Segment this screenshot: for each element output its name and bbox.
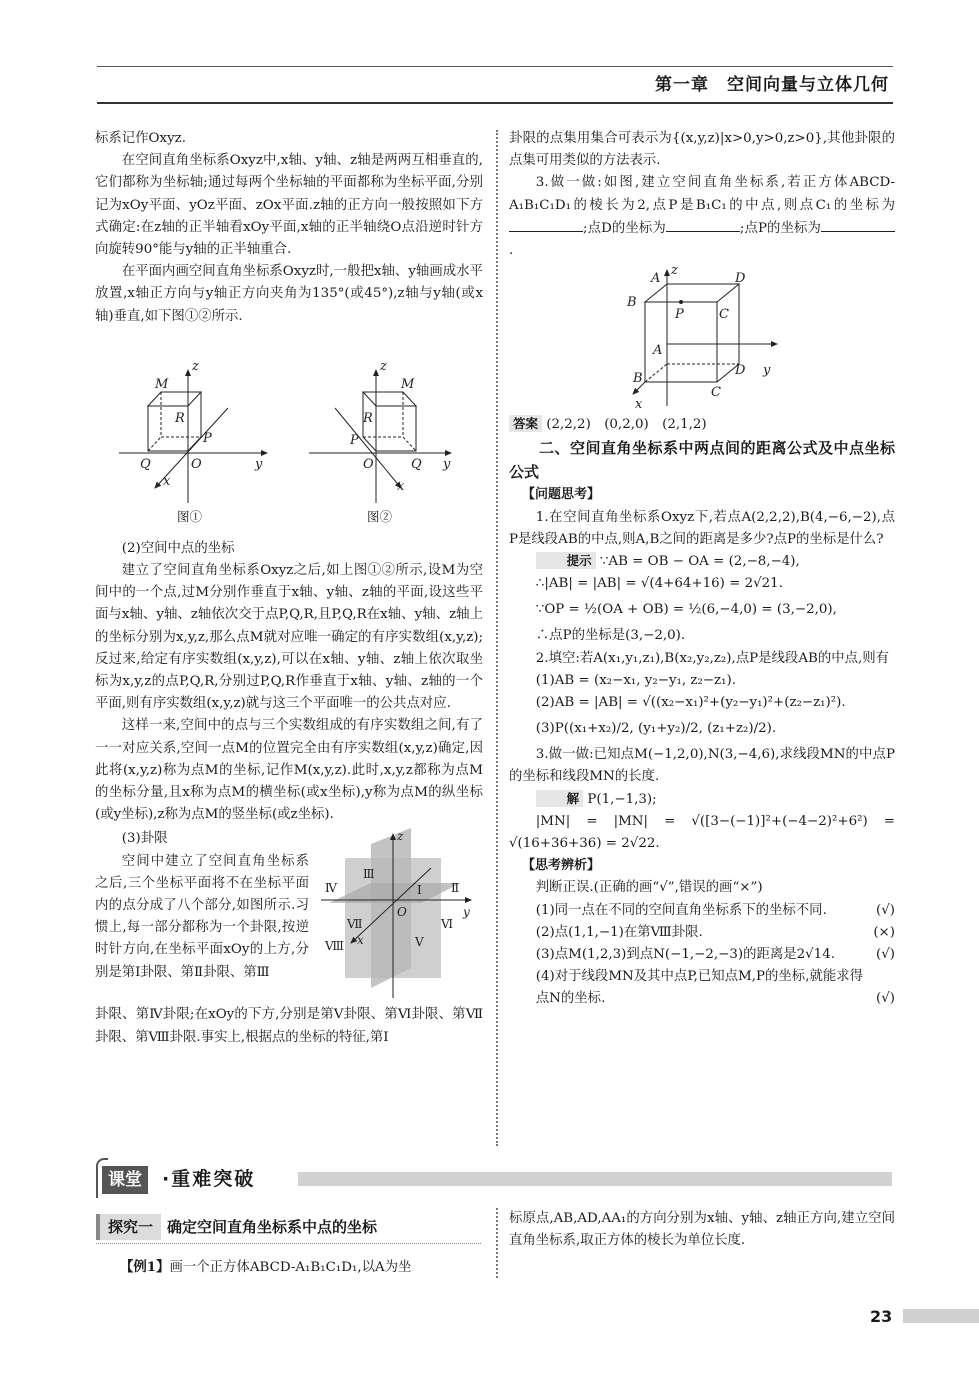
svg-text:P: P	[675, 307, 684, 323]
formula-vector: (1)AB = (x₂−x₁, y₂−y₁, z₂−z₁).	[535, 672, 736, 688]
svg-text:z: z	[671, 263, 678, 279]
svg-text:Ⅲ: Ⅲ	[363, 867, 375, 882]
tag-judge: 【思考辨析】	[522, 858, 601, 874]
figure-2-caption: 图②	[367, 508, 393, 524]
section-box: 课堂	[102, 1166, 148, 1194]
chapter-title: 第一章 空间向量与立体几何	[655, 75, 889, 95]
svg-text:D: D	[735, 363, 746, 379]
judge-item-3: (3)点M(1,2,3)到点N(−1,−2,−3)的距离是2√14. (√)	[535, 947, 895, 963]
column-divider-bottom	[496, 1208, 498, 1278]
hint-line-1: 提示 ∵AB = OB − OA = (2,−8,−4),	[509, 551, 895, 573]
svg-text:B: B	[627, 295, 637, 311]
right-column	[509, 128, 895, 1011]
judge-item-4: (4)对于线段MN及其中点P,已知点M,P的坐标,就能求得点N的坐标. (√)	[535, 969, 895, 1007]
octant-block	[95, 828, 483, 1004]
svg-text:C: C	[719, 307, 729, 323]
solution-line-1: 解 P(1,−1,3);	[509, 789, 895, 811]
column-divider	[496, 130, 498, 1146]
answer-line: 答案 (2,2,2) (0,2,0) (2,1,2)	[509, 414, 895, 436]
header-rule	[97, 66, 893, 67]
figure-1	[119, 370, 267, 503]
svg-text:P: P	[350, 432, 359, 448]
section-heading-2: 二、空间直角坐标系中两点间的距离公式及中点坐标公式	[509, 439, 895, 482]
explore-rule	[96, 1243, 481, 1245]
paragraph-axes: 在空间直角坐标系Oxyz中,x轴、y轴、z轴是两两互相垂直的,它们都称为坐标轴;通过每两个坐标轴的平面都称为坐标平面,分别记为xOy平面、yOz平面、zOx平面.z轴的正方向一般按照如下方式确定:在z轴的正半轴看xOy平面,x轴的正半轴绕O点沿逆时针方向旋转90°能与y轴的正半轴重合.	[95, 153, 483, 258]
svg-text:Ⅴ: Ⅴ	[415, 935, 424, 950]
svg-text:Ⅳ: Ⅳ	[325, 881, 337, 896]
svg-text:y: y	[463, 905, 470, 920]
svg-text:O: O	[363, 456, 374, 472]
svg-text:x: x	[635, 397, 643, 411]
judge-item-1: (1)同一点在不同的空间直角坐标系下的坐标不同. (√)	[535, 902, 895, 918]
svg-text:x: x	[357, 933, 364, 948]
exercise-3-cube: 3.做一做:如图,建立空间直角坐标系,若正方体ABCD-A₁B₁C₁D₁的棱长为2,点P是B₁C₁的中点,则点C₁的坐标为;点D的坐标为 ;点P的坐标为.	[509, 175, 895, 259]
judge-item-2: (2)点(1,1,−1)在第Ⅷ卦限. (×)	[535, 924, 895, 940]
paragraph-drawing: 在平面内画空间直角坐标系Oxyz时,一般把x轴、y轴画成水平放置,x轴正方向与y轴正方向夹角为135°(或45°),z轴与y轴(或x轴)垂直,如下图①②所示.	[95, 264, 483, 324]
svg-text:z: z	[397, 829, 404, 844]
question-1: 1.在空间直角坐标系Oxyz下,若点A(2,2,2),B(4,−6,−2),点P是线段AB的中点,则A,B之间的距离是多少?点P的坐标是什么?	[509, 509, 895, 547]
coordinate-figures	[95, 328, 483, 524]
svg-text:A: A	[653, 343, 663, 359]
svg-text:x: x	[397, 478, 405, 494]
paragraph-octants: 空间中建立了空间直角坐标系之后,三个坐标平面将不在坐标平面内的点分成了八个部分,如图所示.习惯上,每一部分都称为一个卦限,按逆时针方向,在坐标平面xOy的上方,分别是第Ⅰ卦限、第Ⅱ卦限、第Ⅲ	[95, 853, 309, 980]
cube-figure	[509, 262, 895, 410]
judge-intro: 判断正误.(正确的画“√”,错误的画“×”)	[535, 880, 763, 896]
svg-text:z: z	[192, 358, 199, 374]
svg-text:O: O	[191, 456, 202, 472]
figures-row	[95, 328, 483, 524]
formula-distance: (2)AB = |AB| = √((x₂−x₁)²+(y₂−y₁)²+(z₂−z₁)²).	[535, 695, 846, 711]
example-1: 【例1】画一个正方体ABCD-A₁B₁C₁D₁,以A为坐	[120, 1259, 412, 1275]
paragraph-point: 建立了空间直角坐标系Oxyz之后,如上图①②所示,设M为空间中的一个点,过M分别作垂直于x轴、y轴、z轴的平面,设这些平面与x轴、y轴、z轴依次交于点P,Q,R,且P,Q,R在x轴、y轴、z轴上的坐标分别为x,y,z,那么点M就对应唯一确定的有序实数组(x,y,z);反过来,给定有序实数组(x,y,z),可以在x轴、y轴、z轴上依次取坐标为x,y,z的点P,Q,R,分别过P,Q,R作垂直于x轴、y轴、z轴的一个平面,则有序实数组(x,y,z)就与这三个平面唯一的公共点对应.	[95, 563, 483, 712]
hint-line-3: ∵OP = ½(OA + OB) = ½(6,−4,0) = (3,−2,0),	[535, 602, 837, 618]
svg-text:z: z	[380, 358, 387, 374]
solution-tag: 解	[536, 790, 583, 807]
cube-figure-block	[509, 262, 895, 410]
svg-text:M: M	[155, 376, 169, 392]
hint-tag: 提示	[536, 552, 596, 569]
section-banner	[96, 1158, 892, 1200]
svg-text:B: B	[633, 371, 643, 387]
figure-1-caption: 图①	[177, 508, 203, 524]
hint-line-4: ∴点P的坐标是(3,−2,0).	[535, 628, 686, 644]
svg-text:A: A	[651, 271, 661, 287]
formula-midpoint: (3)P((x₁+x₂)/2, (y₁+y₂)/2, (z₁+z₂)/2).	[535, 721, 777, 737]
page-number-bar	[903, 1309, 979, 1323]
svg-text:C: C	[711, 385, 721, 401]
explore-tag: 探究一	[96, 1214, 161, 1240]
svg-text:y: y	[763, 363, 771, 379]
svg-text:P: P	[203, 430, 212, 446]
svg-text:Q: Q	[140, 456, 151, 472]
hint-line-2: ∴|AB| = |AB| = √(4+64+16) = 2√21.	[535, 576, 783, 592]
paragraph: 标系记作Oxyz.	[95, 131, 186, 146]
svg-text:y: y	[443, 456, 451, 472]
solution-line-2: |MN| = |MN| = √([3−(−1)]²+(−4−2)²+6²) = √(16+36+36) = 2√22.	[509, 813, 895, 852]
svg-text:Ⅱ: Ⅱ	[451, 881, 460, 896]
page-number: 23	[870, 1307, 893, 1326]
section-rule	[298, 1172, 892, 1186]
section-title: ·重难突破	[162, 1168, 256, 1190]
svg-text:Ⅰ: Ⅰ	[417, 883, 422, 898]
svg-text:y: y	[255, 456, 263, 472]
question-2: 2.填空:若A(x₁,y₁,z₁),B(x₂,y₂,z₂),点P是线段AB的中点,则有	[535, 650, 890, 666]
svg-text:Ⅶ: Ⅶ	[347, 917, 363, 932]
figure-2	[309, 370, 451, 503]
explore-heading	[96, 1214, 377, 1240]
paragraph-octant-set: 卦限的点集用集合可表示为{(x,y,z)|x>0,y>0,z>0},其他卦限的点集可用类似的方法表示.	[509, 131, 895, 169]
explore-title: 确定空间直角坐标系中点的坐标	[167, 1218, 378, 1236]
svg-text:O: O	[397, 905, 407, 920]
svg-text:R: R	[363, 410, 373, 426]
paragraph-octants-cont: 卦限、第Ⅳ卦限;在xOy的下方,分别是第Ⅴ卦限、第Ⅵ卦限、第Ⅶ卦限、第Ⅷ卦限.事实上,根据点的坐标的特征,第Ⅰ	[95, 1007, 483, 1045]
octant-diagram	[311, 828, 483, 1004]
svg-text:R: R	[175, 410, 185, 426]
right-bottom-paragraph: 标原点,AB,AD,AA₁的方向分别为x轴、y轴、z轴正方向,建立空间直角坐标系,取正方体的棱长为单位长度.	[509, 1211, 895, 1249]
paragraph-correspondence: 这样一来,空间中的点与三个实数组成的有序实数组之间,有了一一对应关系,空间一点M的位置完全由有序实数组(x,y,z)确定,因此将(x,y,z)称为点M的坐标,记作M(x,y,z).此时,x,y,z都称为点M的坐标分量,且x称为点M的横坐标(或x坐标),y称为点M的纵坐标(或y坐标),z称为点M的竖坐标(或z坐标).	[95, 718, 483, 823]
svg-text:Q: Q	[411, 456, 422, 472]
question-3: 3.做一做:已知点M(−1,2,0),N(3,−4,6),求线段MN的中点P的坐标和线段MN的长度.	[509, 747, 895, 785]
svg-text:Ⅵ: Ⅵ	[441, 917, 454, 932]
subsection-octants: (3)卦限	[121, 831, 168, 847]
left-column	[95, 128, 483, 1049]
svg-text:D: D	[735, 271, 746, 287]
svg-text:M: M	[401, 376, 415, 392]
svg-text:x: x	[163, 473, 171, 489]
subsection-point-coordinates: (2)空间中点的坐标	[121, 540, 235, 556]
answer-tag: 答案	[509, 415, 542, 432]
svg-text:Ⅷ: Ⅷ	[325, 939, 344, 954]
tag-question-thinking: 【问题思考】	[522, 487, 601, 503]
header-rule-bottom	[97, 102, 893, 104]
